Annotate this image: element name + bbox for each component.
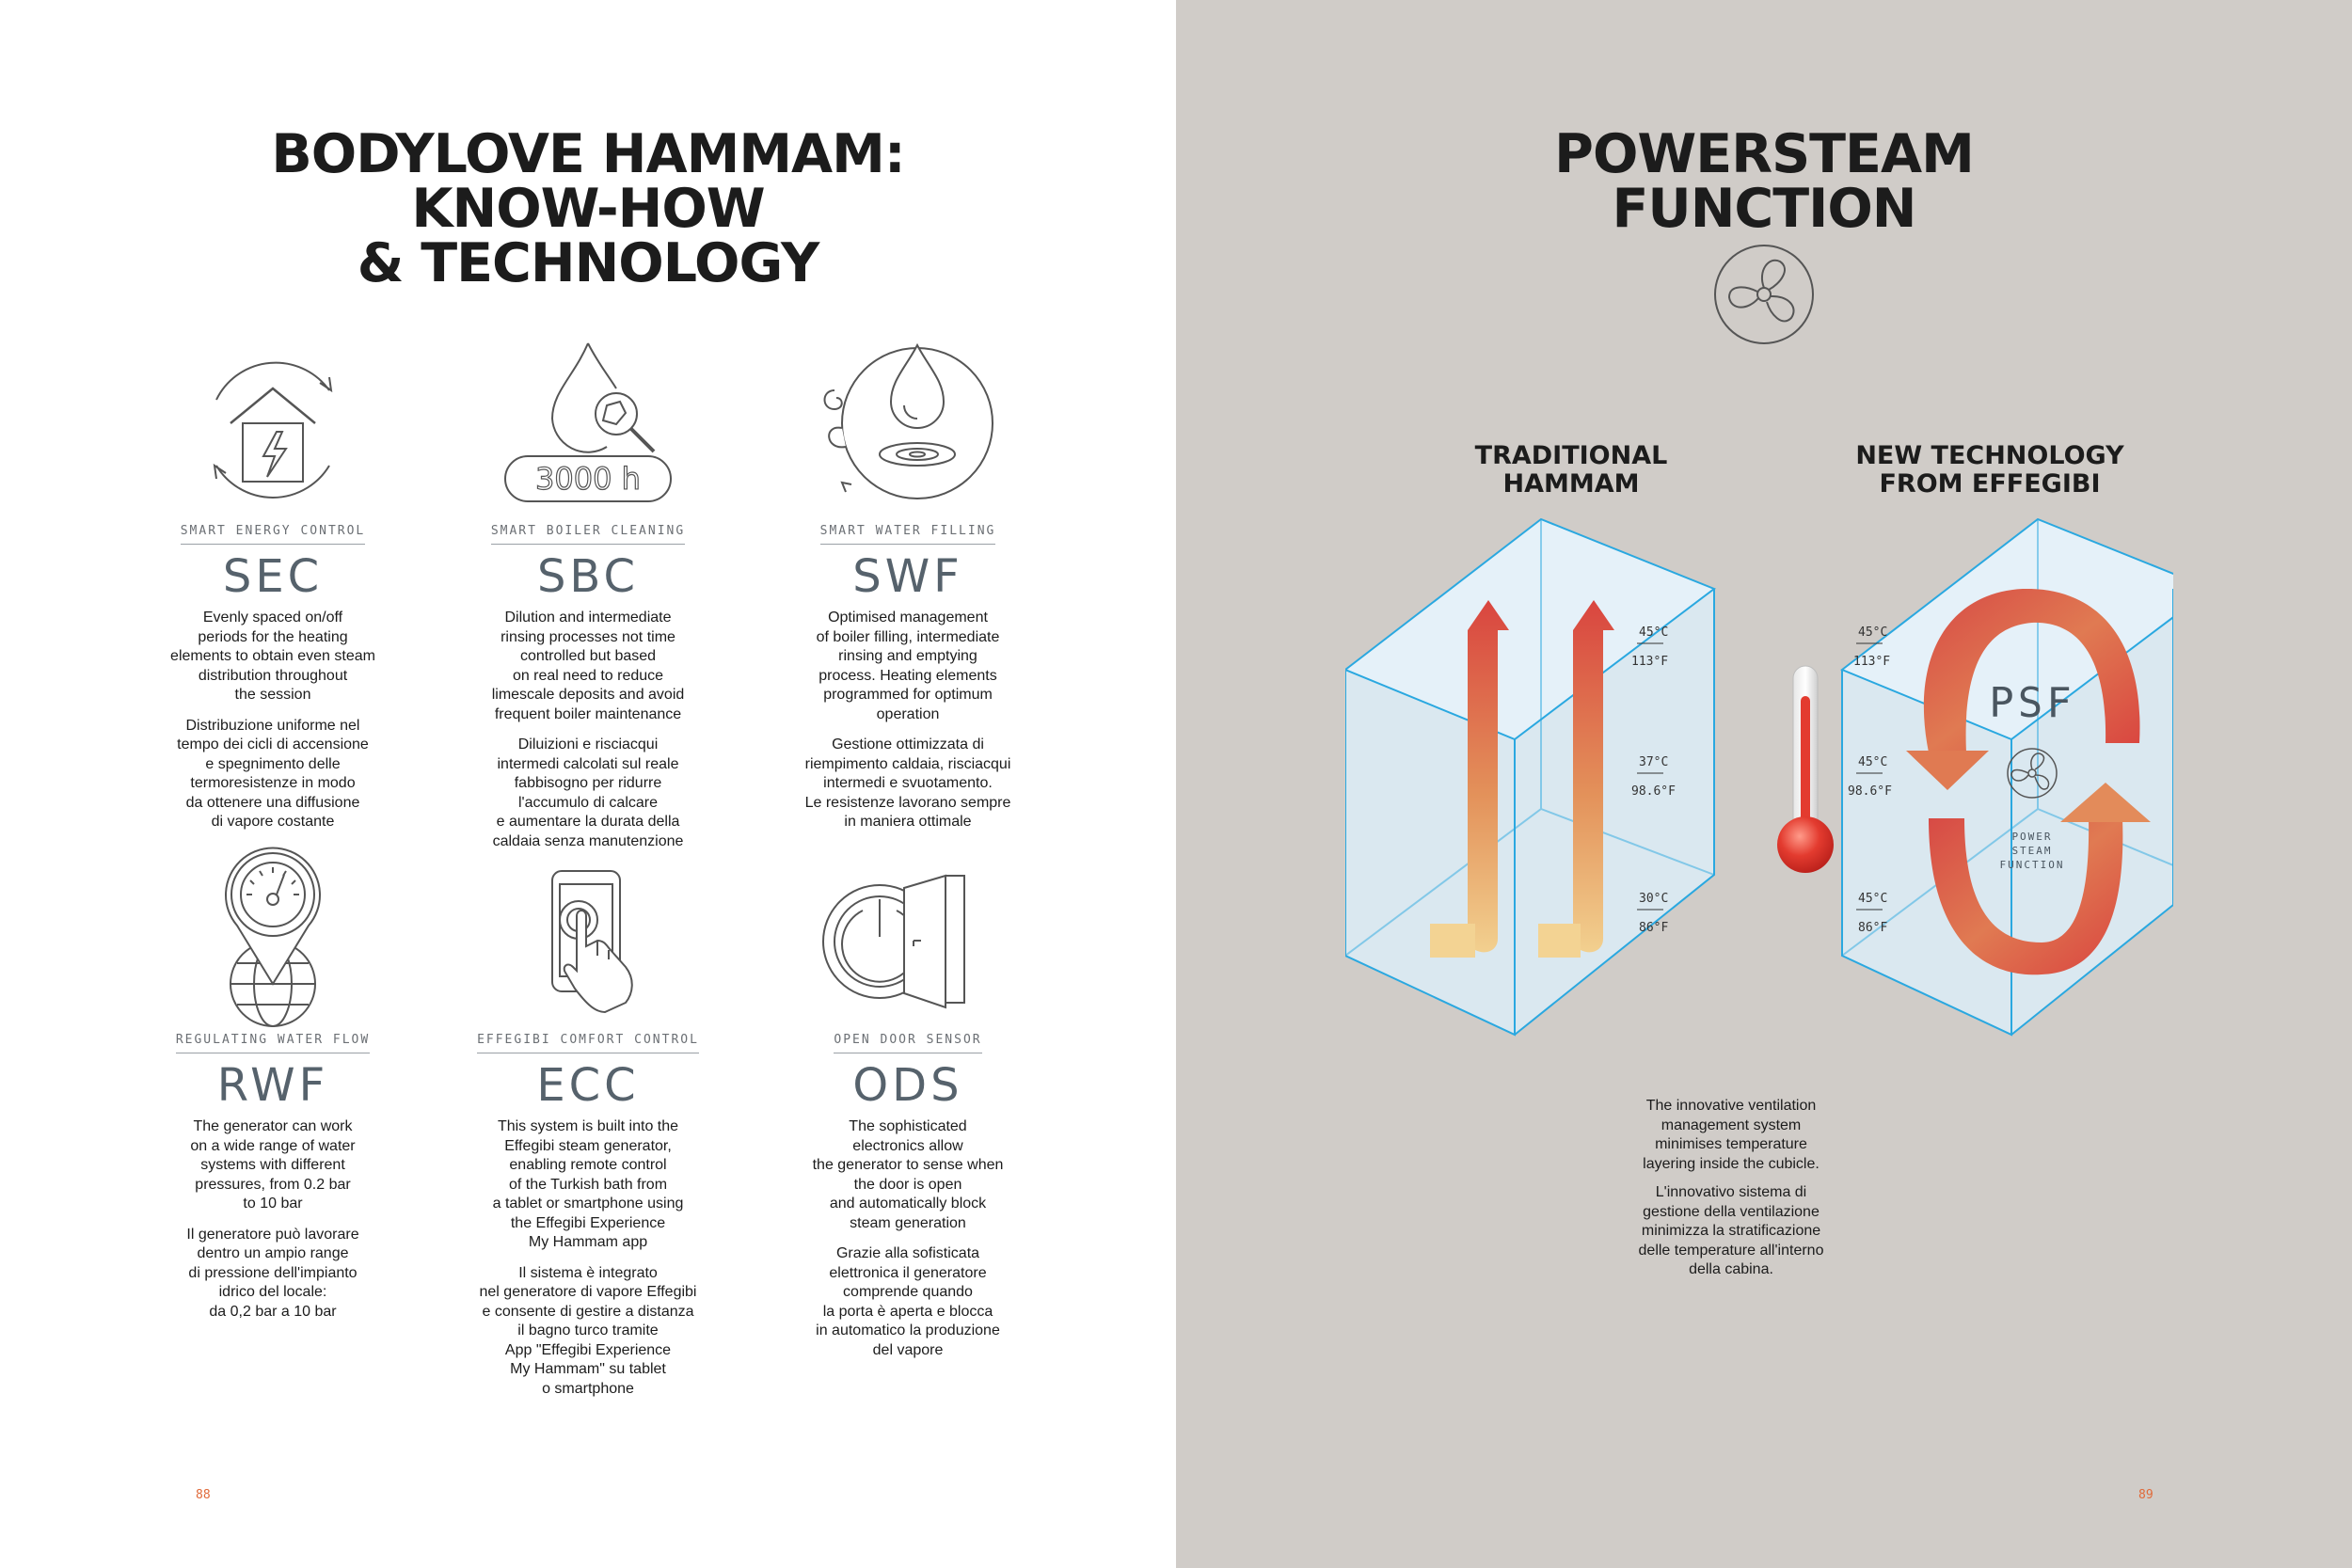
psf-label: PSF xyxy=(1989,679,2075,727)
title-line-1: BODYLOVE HAMMAM: xyxy=(271,123,905,185)
fan-icon xyxy=(1712,243,1816,346)
feature-label: REGULATING WATER FLOW xyxy=(176,1033,370,1053)
feature-text-it: Distribuzione uniforme nel tempo dei cicli di accensione e spegnimento delle termoresistenze in modo da ottenere una diffusione di vapore costante xyxy=(177,717,369,830)
title-line-2: FUNCTION xyxy=(1612,178,1916,240)
feature-text-it: Il generatore può lavorare dentro un ampio range di pressione dell'impianto idrico del locale: da 0,2 bar a 10 bar xyxy=(186,1226,359,1320)
page-number: 89 xyxy=(2138,1488,2153,1502)
caption-italian: L'innovativo sistema di gestione della ventilazione minimizza la stratificazione delle temperature all'interno della cabina. xyxy=(1638,1184,1824,1277)
feature-text-en: The sophisticated electronics allow the generator to sense when the door is open and automatically block steam generation xyxy=(812,1118,1004,1231)
feature-label: SMART ENERGY CONTROL xyxy=(181,524,366,545)
title-line-1: POWERSTEAM xyxy=(1554,123,1974,185)
traditional-title: TRADITIONAL HAMMAM xyxy=(1474,441,1668,499)
feature-sec xyxy=(118,334,428,832)
feature-text-it: Diluizioni e risciacqui intermedi calcolati sul reale fabbisogno per ridurre l'accumulo di calcare e aumentare la durata della caldaia senza manutenzione xyxy=(492,736,684,849)
thermometer-icon xyxy=(1777,666,1834,873)
feature-code: SEC xyxy=(222,550,324,603)
feature-label: SMART BOILER CLEANING xyxy=(491,524,685,545)
house-bolt-cycle-icon xyxy=(179,334,367,522)
feature-ecc xyxy=(433,843,743,1399)
psf-caption-3: FUNCTION xyxy=(1999,859,2065,871)
feature-code: SBC xyxy=(536,550,640,603)
feature-text-it: Grazie alla sofisticata elettronica il generatore comprende quando la porta è aperta e blocca in automatico la produzione del vapore xyxy=(816,1245,1000,1358)
feature-text-en: Optimised management of boiler filling, intermediate rinsing and emptying process. Heating elements programmed for optimum operation xyxy=(816,610,1000,722)
feature-text-it: Gestione ottimizzata di riempimento caldaia, risciacqui intermedi e svuotamento. Le resistenze lavorano sempre in maniera ottimale xyxy=(804,736,1011,830)
gauge-globe-pin-icon xyxy=(179,843,367,1031)
caption-english: The innovative ventilation management system minimises temperature layering inside the cubicle. xyxy=(1643,1098,1820,1172)
psf-caption-1: POWER xyxy=(2011,831,2053,843)
temp-c-2: 37°C xyxy=(1639,755,1669,769)
feature-ods xyxy=(753,843,1063,1360)
new-technology-title: NEW TECHNOLOGY FROM EFFEGIBI xyxy=(1855,441,2124,499)
psf-caption-2: STEAM xyxy=(2011,845,2053,857)
title-line-3: & TECHNOLOGY xyxy=(357,232,819,294)
feature-sbc xyxy=(433,334,743,851)
door-power-icon xyxy=(814,843,1002,1031)
powersteam-diagram xyxy=(1345,508,2173,1053)
phone-touch-icon xyxy=(494,843,682,1031)
feature-code: RWF xyxy=(216,1059,329,1112)
temp-c-3: 30°C xyxy=(1639,892,1669,906)
temp-f-3: 86°F xyxy=(1639,921,1669,935)
temp-f-2: 98.6°F xyxy=(1631,784,1676,799)
temp-c-3: 45°C xyxy=(1858,892,1888,906)
water-drop-ripple-icon xyxy=(814,334,1002,522)
title-line-2: KNOW-HOW xyxy=(411,178,765,240)
traditional-cube xyxy=(1345,519,1714,1035)
feature-label: EFFEGIBI COMFORT CONTROL xyxy=(477,1033,699,1053)
feature-text-en: Evenly spaced on/off periods for the heating elements to obtain even steam distribution throughout the session xyxy=(170,610,375,703)
icon-hours-text: 3000 h xyxy=(535,461,641,497)
temp-f-3: 86°F xyxy=(1858,921,1888,935)
feature-label: OPEN DOOR SENSOR xyxy=(834,1033,981,1053)
temp-f-1: 113°F xyxy=(1631,655,1669,669)
feature-swf xyxy=(753,334,1063,832)
feature-text-en: This system is built into the Effegibi steam generator, enabling remote control of the Turkish bath from a tablet or smartphone using the Effegibi Experience My Hammam app xyxy=(492,1118,684,1250)
feature-code: SWF xyxy=(852,550,963,603)
feature-text-it: Il sistema è integrato nel generatore di vapore Effegibi e consente di gestire a distanza il bagno turco tramite App "Effegibi Experience My Hammam" su tablet o smartphone xyxy=(479,1264,697,1397)
page-number: 88 xyxy=(196,1488,211,1502)
right-page-title xyxy=(1176,123,2352,240)
feature-text-en: The generator can work on a wide range of water systems with different pressures, from 0.2 bar to 10 bar xyxy=(190,1118,356,1212)
temp-c-1: 45°C xyxy=(1858,626,1888,640)
drop-magnifier-icon xyxy=(494,334,682,522)
temp-f-1: 113°F xyxy=(1853,655,1891,669)
feature-text-en: Dilution and intermediate rinsing processes not time controlled but based on real need to reduce limescale deposits and avoid frequent boiler maintenance xyxy=(491,610,685,722)
feature-rwf xyxy=(118,843,428,1322)
temp-c-2: 45°C xyxy=(1858,755,1888,769)
right-page xyxy=(1176,0,2352,1568)
left-page-title xyxy=(0,123,1176,294)
temp-f-2: 98.6°F xyxy=(1848,784,1892,799)
feature-label: SMART WATER FILLING xyxy=(820,524,996,545)
feature-code: ODS xyxy=(852,1059,963,1112)
temp-c-1: 45°C xyxy=(1639,626,1669,640)
feature-code: ECC xyxy=(536,1059,640,1112)
